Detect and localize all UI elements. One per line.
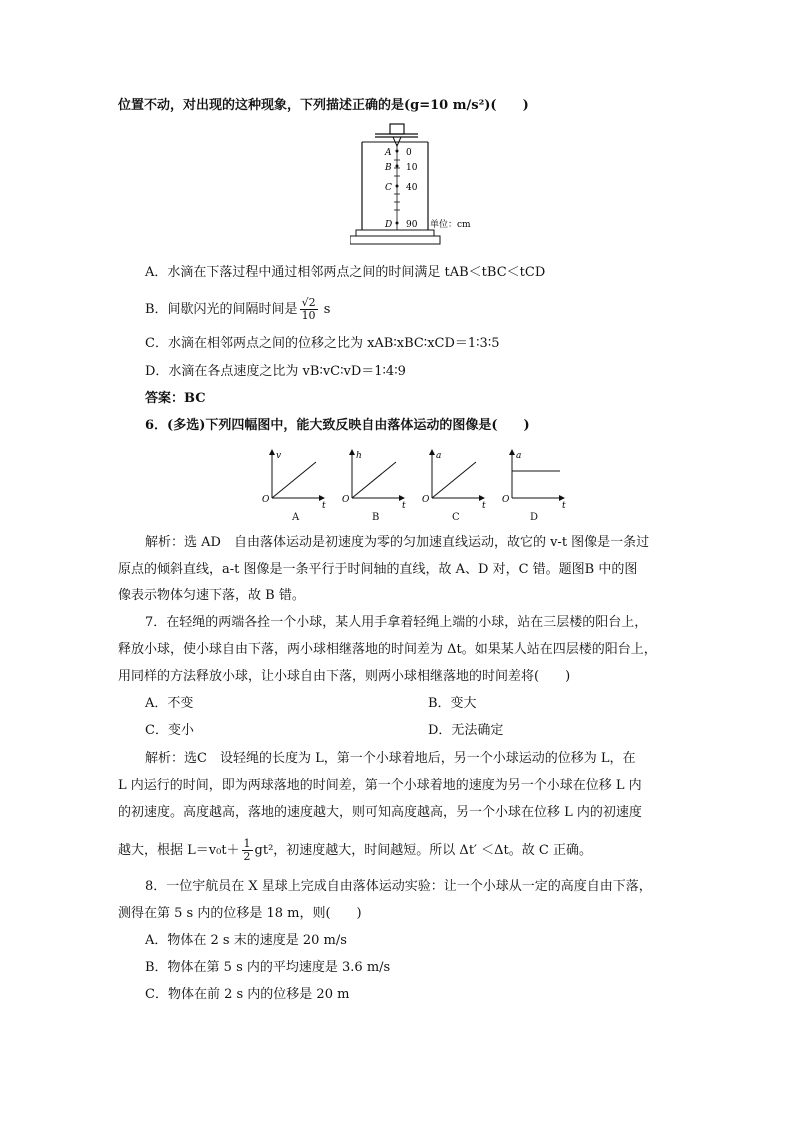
graph-3-origin-label: O [502,495,510,505]
graph-0-x-label: t [322,501,326,511]
q7-option-c: C．变小 [145,723,194,738]
graph-2-y-label: a [436,451,442,461]
motion-graphs [260,444,570,524]
q8-stem-1: 8．一位宇航员在 X 星球上完成自由落体运动实验：让一个小球从一定的高度自由下落， [145,879,652,894]
graph-2-x-label: t [482,501,486,511]
q6-explain-2: 原点的倾斜直线，a-t 图像是一条平行于时间轴的直线，故 A、D 对，C 错。题图B 中的图 [118,562,638,577]
q6-explain-1: 解析：选 AD 自由落体运动是初速度为零的匀加速直线运动，故它的 v-t 图像是一条过 [145,535,650,550]
q6-stem: 6．(多选)下列四幅图中，能大致反映自由落体运动的图像是( ) [145,418,530,433]
graph-caption-a: A [292,512,300,523]
q7-option-d: D．无法确定 [428,723,504,738]
graph-1-origin-label: O [342,495,350,505]
q5-option-d: D．水滴在各点速度之比为 vB∶vC∶vD＝1∶4∶9 [145,364,406,379]
graph-caption-c: C [452,512,460,523]
graph-0-origin-label: O [262,495,270,505]
q5-answer: 答案：BC [145,391,206,406]
graph-3-x-label: t [562,501,566,511]
unit-label: 单位：cm [430,220,471,230]
graph-1-y-label: h [356,451,362,461]
mark-10: 10 [406,163,418,173]
q5-stem-end: 位置不动，对出现的这种现象，下列描述正确的是(g=10 m/s²)( ) [118,98,529,113]
graph-1-x-label: t [402,501,406,511]
q8-option-b: B．物体在第 5 s 内的平均速度是 3.6 m/s [145,960,391,975]
graph-caption-b: B [372,512,380,523]
fraction-sqrt2-over-10: $\frac{√2}{10}$ [301,296,316,322]
q8-stem-2: 测得在第 5 s 内的位移是 18 m，则( ) [118,906,362,921]
graph-2-curve [432,462,476,498]
q7-explain-4: 越大，根据 L＝v₀t＋ $\frac{1}{2}$ gt²，初速度越大，时间越短。所以 Δt′ ＜Δt。故 C 正确。 [118,837,592,863]
graph-2-origin-label: O [422,495,430,505]
mark-40: 40 [406,183,418,193]
drip-apparatus-figure [350,122,490,252]
q6-explain-3: 像表示物体匀速下落，故 B 错。 [118,588,305,603]
graph-0-curve [272,462,316,498]
fraction-half: $\frac{1}{2}$ [243,837,251,863]
q7-explain-2: L 内运行的时间，即为两球落地的时间差，第一个小球着地的速度为另一个小球在位移 L 内 [118,778,642,793]
q5-option-c: C．水滴在相邻两点之间的位移之比为 xAB∶xBC∶xCD＝1∶3∶5 [145,336,500,351]
point-a-label: A [385,148,392,158]
q7-explain-1: 解析：选C 设轻绳的长度为 L，第一个小球着地后，另一个小球运动的位移为 L，在 [145,751,636,766]
point-d-label: D [385,220,393,230]
point-b-label: B [385,163,392,173]
q5-option-a: A．水滴在下落过程中通过相邻两点之间的时间满足 tAB＜tBC＜tCD [145,265,546,280]
q8-option-a: A．物体在 2 s 末的速度是 20 m/s [145,933,347,948]
q7-stem-1: 7．在轻绳的两端各拴一个小球，某人用手拿着轻绳上端的小球，站在三层楼的阳台上， [145,615,648,630]
graph-caption-d: D [530,512,539,523]
graph-0-y-label: v [276,451,282,461]
q7-stem-3: 用同样的方法释放小球，让小球自由下落，则两小球相继落地的时间差将( ) [118,669,571,684]
q7-option-a: A．不变 [145,696,194,711]
q7-option-b: B．变大 [428,696,477,711]
mark-0: 0 [406,148,412,158]
mark-90: 90 [406,220,418,230]
graph-1-curve [352,462,396,498]
q7-stem-2: 释放小球，使小球自由下落，两小球相继落地的时间差为 Δt。如果某人站在四层楼的阳台上， [118,642,657,657]
graph-3-y-label: a [516,451,522,461]
q7-explain-3: 的初速度。高度越高，落地的速度越大，则可知高度越高，另一个小球在位移 L 内的初速度 [118,805,642,820]
q5-option-b: B．间歇闪光的间隔时间是 $\frac{√2}{10}$ s [145,296,331,322]
q8-option-c: C．物体在前 2 s 内的位移是 20 m [145,987,350,1002]
point-c-label: C [385,183,392,193]
